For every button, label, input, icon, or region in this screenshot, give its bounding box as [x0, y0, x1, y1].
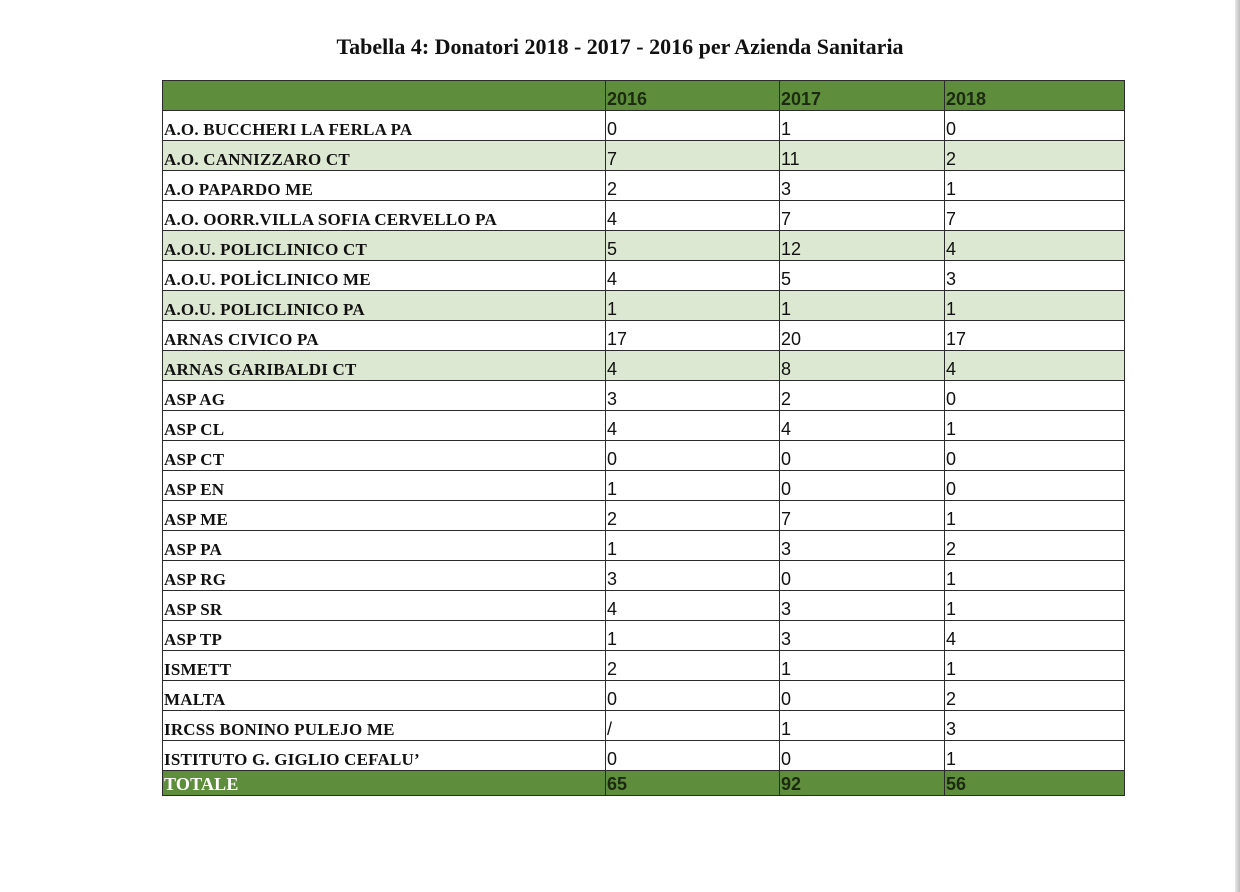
cell-2016: 2	[606, 171, 780, 201]
cell-name: ASP TP	[163, 621, 606, 651]
cell-name: IRCSS BONINO PULEJO ME	[163, 711, 606, 741]
total-label: TOTALE	[163, 771, 606, 796]
cell-2016: 0	[606, 441, 780, 471]
table-row	[163, 201, 1125, 231]
table-row	[163, 261, 1125, 291]
cell-2016: 2	[606, 651, 780, 681]
cell-2016: 4	[606, 591, 780, 621]
cell-2017: 0	[780, 741, 945, 771]
cell-2016: 0	[606, 681, 780, 711]
cell-name: A.O.U. POLİCLINICO ME	[163, 261, 606, 291]
cell-2018: 1	[945, 651, 1125, 681]
table-row	[163, 171, 1125, 201]
table-row	[163, 471, 1125, 501]
cell-2018: 1	[945, 171, 1125, 201]
cell-2016: 5	[606, 231, 780, 261]
table-row	[163, 621, 1125, 651]
table-row	[163, 441, 1125, 471]
cell-name: ARNAS CIVICO PA	[163, 321, 606, 351]
cell-name: ASP ME	[163, 501, 606, 531]
cell-2018: 2	[945, 141, 1125, 171]
table-row	[163, 591, 1125, 621]
table-row	[163, 141, 1125, 171]
cell-name: A.O.U. POLICLINICO PA	[163, 291, 606, 321]
cell-2016: 1	[606, 291, 780, 321]
cell-2018: 7	[945, 201, 1125, 231]
cell-2018: 1	[945, 291, 1125, 321]
cell-name: A.O.U. POLICLINICO CT	[163, 231, 606, 261]
cell-name: A.O. BUCCHERI LA FERLA PA	[163, 111, 606, 141]
cell-2018: 17	[945, 321, 1125, 351]
table-row	[163, 531, 1125, 561]
table-row	[163, 501, 1125, 531]
table-row	[163, 651, 1125, 681]
cell-2016: 1	[606, 531, 780, 561]
table-row	[163, 741, 1125, 771]
table-row	[163, 291, 1125, 321]
cell-2017: 3	[780, 591, 945, 621]
total-row	[163, 771, 1125, 796]
cell-2017: 1	[780, 111, 945, 141]
cell-2018: 0	[945, 111, 1125, 141]
cell-2018: 2	[945, 531, 1125, 561]
cell-2016: 2	[606, 501, 780, 531]
cell-2017: 12	[780, 231, 945, 261]
cell-2018: 1	[945, 501, 1125, 531]
cell-name: A.O. OORR.VILLA SOFIA CERVELLO PA	[163, 201, 606, 231]
cell-2018: 0	[945, 441, 1125, 471]
cell-2017: 8	[780, 351, 945, 381]
cell-2017: 1	[780, 651, 945, 681]
cell-2017: 2	[780, 381, 945, 411]
cell-name: ASP EN	[163, 471, 606, 501]
cell-name: MALTA	[163, 681, 606, 711]
cell-name: A.O PAPARDO ME	[163, 171, 606, 201]
cell-2017: 7	[780, 501, 945, 531]
cell-2016: 4	[606, 411, 780, 441]
table-row	[163, 411, 1125, 441]
table-row	[163, 321, 1125, 351]
cell-2018: 3	[945, 711, 1125, 741]
table-row	[163, 351, 1125, 381]
cell-2017: 4	[780, 411, 945, 441]
cell-2016: 0	[606, 111, 780, 141]
cell-2016: 4	[606, 261, 780, 291]
column-header-2016: 2016	[606, 81, 780, 111]
cell-2018: 3	[945, 261, 1125, 291]
cell-2017: 3	[780, 531, 945, 561]
donors-table	[162, 80, 1125, 796]
cell-2016: 1	[606, 471, 780, 501]
table-row	[163, 231, 1125, 261]
table-row	[163, 111, 1125, 141]
cell-2016: 4	[606, 351, 780, 381]
table-row	[163, 711, 1125, 741]
cell-2018: 1	[945, 411, 1125, 441]
cell-2017: 3	[780, 171, 945, 201]
column-header-2017: 2017	[780, 81, 945, 111]
cell-2017: 1	[780, 711, 945, 741]
cell-2018: 4	[945, 351, 1125, 381]
total-2016: 65	[606, 771, 780, 796]
cell-2018: 1	[945, 591, 1125, 621]
table-row	[163, 381, 1125, 411]
cell-2018: 1	[945, 741, 1125, 771]
cell-name: ISTITUTO G. GIGLIO CEFALU’	[163, 741, 606, 771]
cell-2017: 0	[780, 561, 945, 591]
cell-name: ASP AG	[163, 381, 606, 411]
cell-name: ARNAS GARIBALDI CT	[163, 351, 606, 381]
cell-2017: 0	[780, 441, 945, 471]
total-2017: 92	[780, 771, 945, 796]
cell-name: ASP CT	[163, 441, 606, 471]
table-row	[163, 561, 1125, 591]
cell-2018: 2	[945, 681, 1125, 711]
cell-2017: 11	[780, 141, 945, 171]
cell-2017: 5	[780, 261, 945, 291]
cell-2016: 3	[606, 561, 780, 591]
cell-name: ASP PA	[163, 531, 606, 561]
cell-2016: 7	[606, 141, 780, 171]
cell-2016: 17	[606, 321, 780, 351]
cell-name: A.O. CANNIZZARO CT	[163, 141, 606, 171]
cell-2016: 1	[606, 621, 780, 651]
cell-2017: 20	[780, 321, 945, 351]
table-title: Tabella 4: Donatori 2018 - 2017 - 2016 per Azienda Sanitaria	[336, 34, 904, 59]
column-header-name	[163, 81, 606, 111]
header-row	[163, 81, 1125, 111]
table-row	[163, 681, 1125, 711]
cell-2017: 0	[780, 681, 945, 711]
cell-name: ASP SR	[163, 591, 606, 621]
cell-2016: /	[606, 711, 780, 741]
cell-2017: 7	[780, 201, 945, 231]
cell-2016: 0	[606, 741, 780, 771]
cell-2017: 0	[780, 471, 945, 501]
cell-name: ASP CL	[163, 411, 606, 441]
cell-2018: 0	[945, 471, 1125, 501]
cell-2016: 4	[606, 201, 780, 231]
cell-2017: 1	[780, 291, 945, 321]
cell-2018: 4	[945, 621, 1125, 651]
column-header-2018: 2018	[945, 81, 1125, 111]
cell-2017: 3	[780, 621, 945, 651]
total-2018: 56	[945, 771, 1125, 796]
page-edge-shadow	[1235, 0, 1240, 892]
cell-name: ASP RG	[163, 561, 606, 591]
cell-2018: 0	[945, 381, 1125, 411]
cell-name: ISMETT	[163, 651, 606, 681]
cell-2016: 3	[606, 381, 780, 411]
cell-2018: 1	[945, 561, 1125, 591]
cell-2018: 4	[945, 231, 1125, 261]
